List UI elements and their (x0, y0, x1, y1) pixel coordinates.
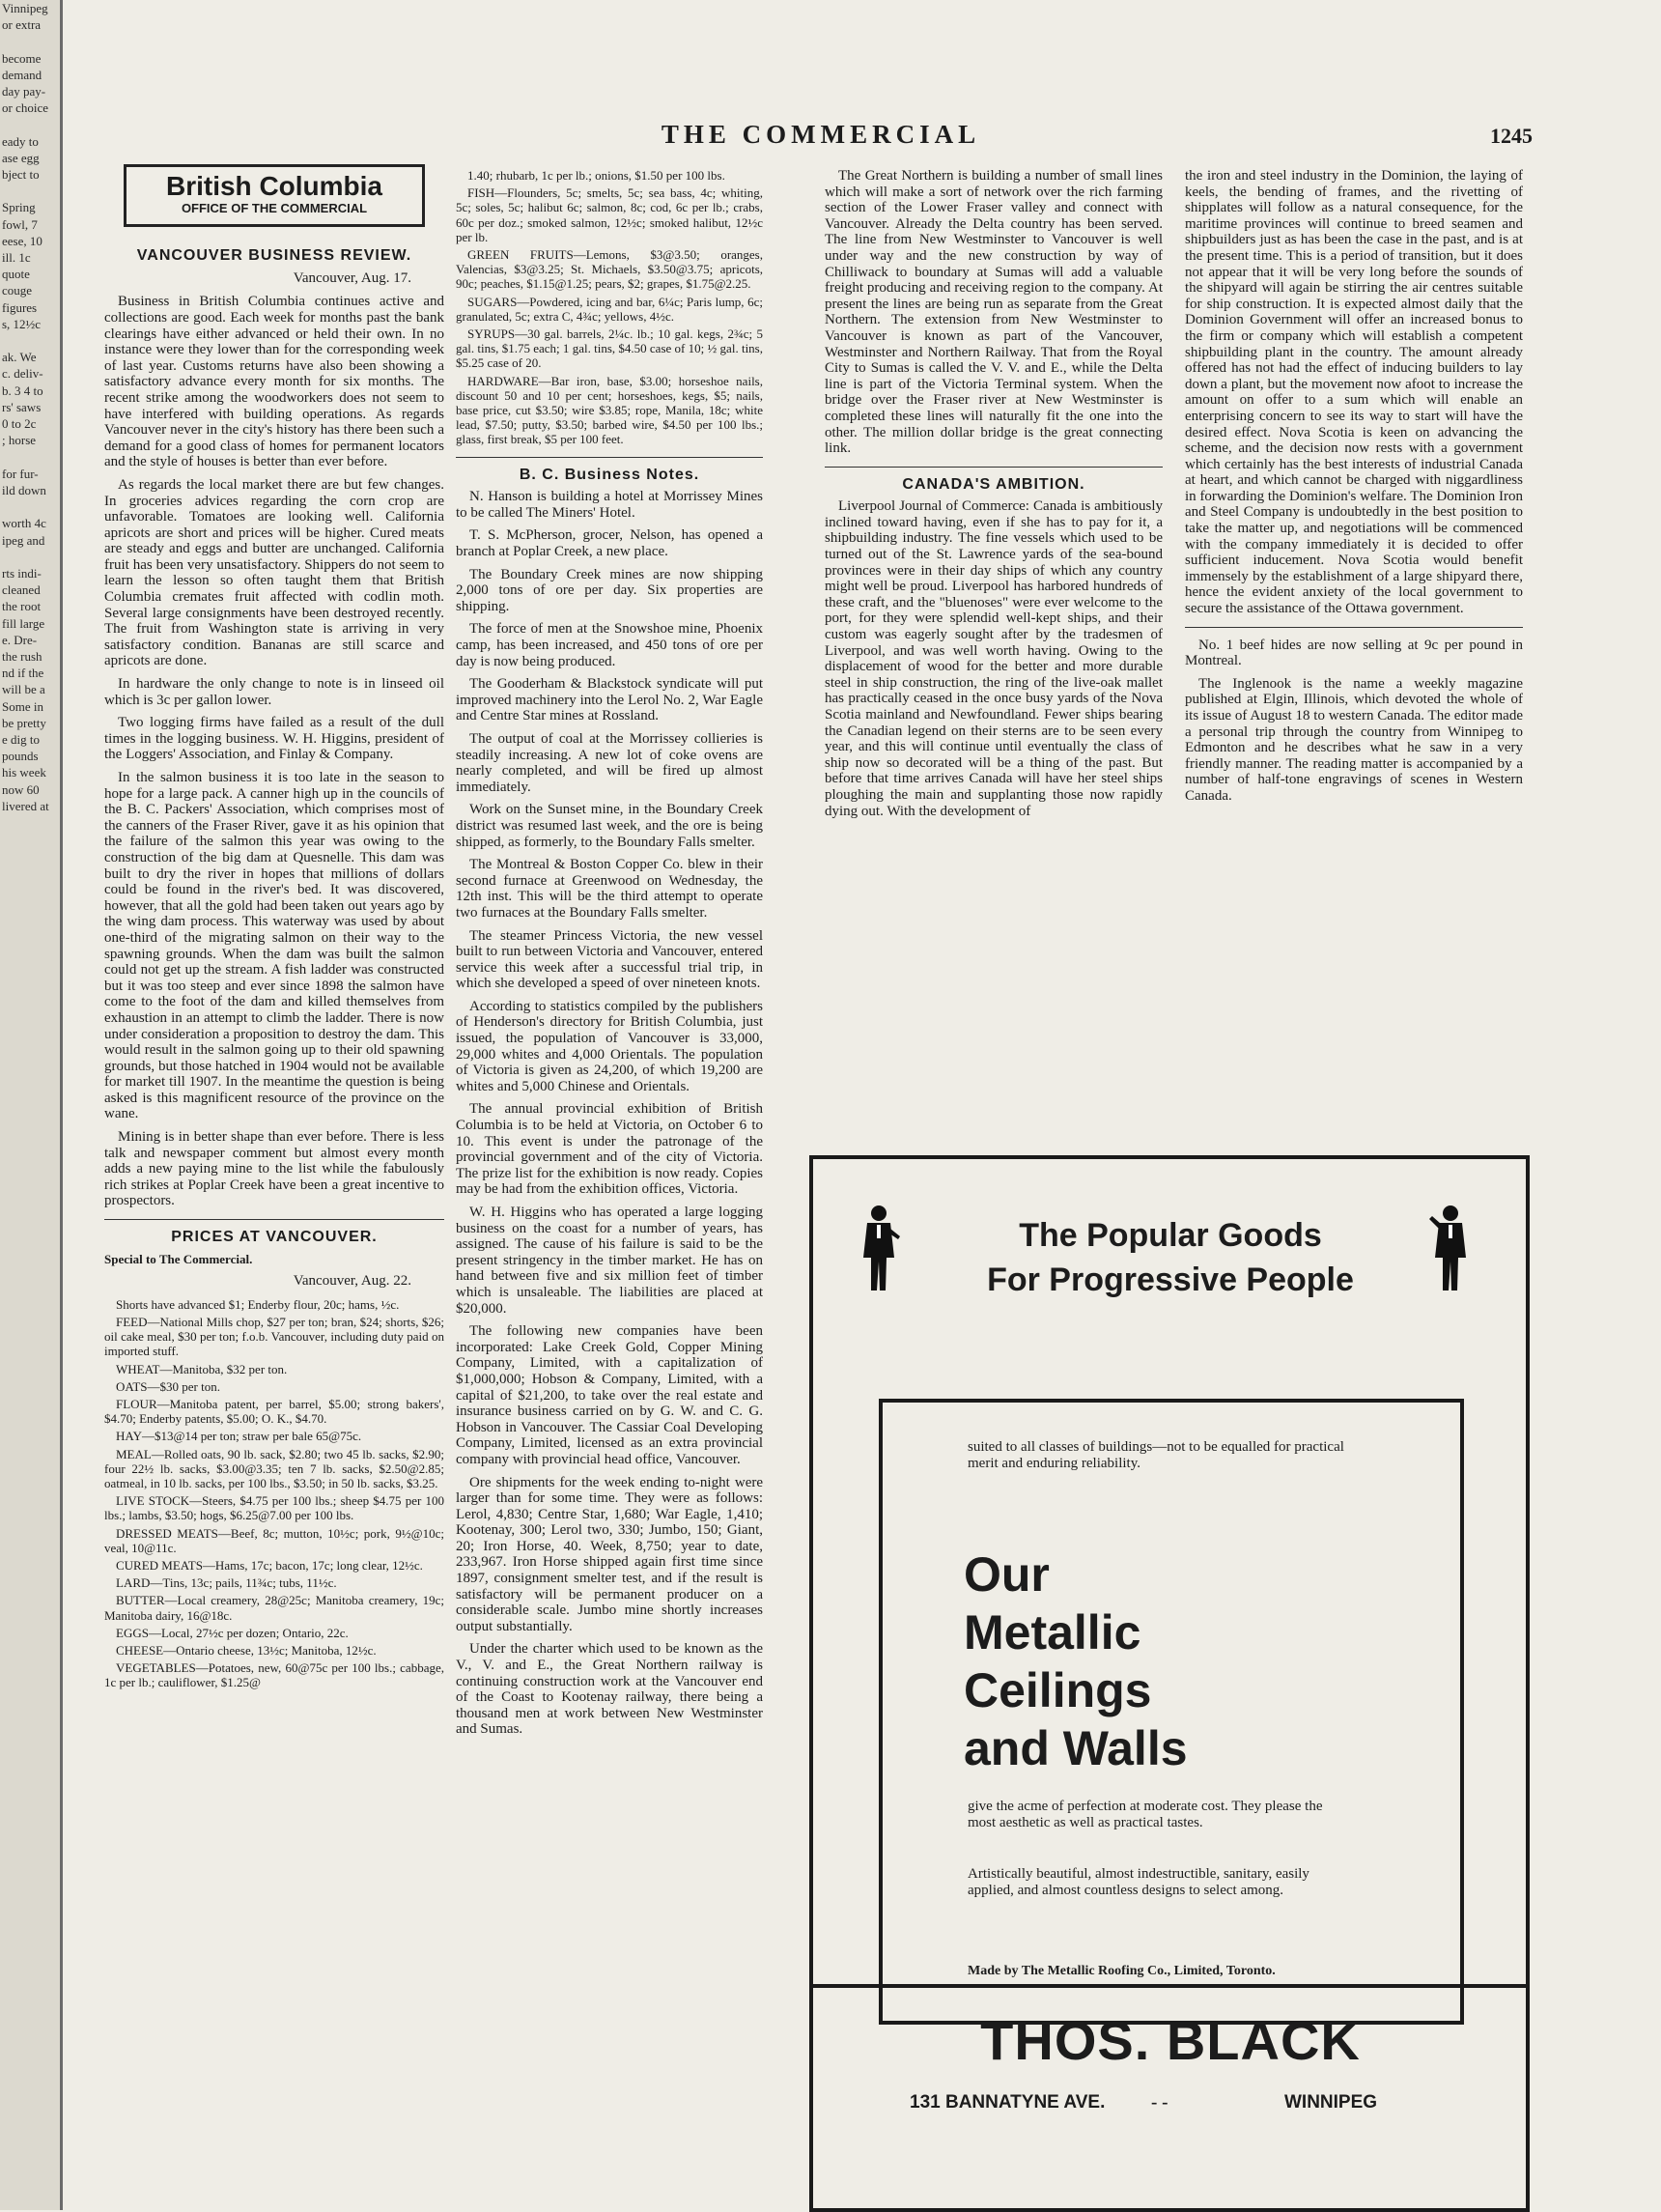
column-2 (456, 168, 763, 1744)
price-item: BUTTER—Local creamery, 28@25c; Manitoba creamery, 19c; Manitoba dairy, 16@18c. (104, 1593, 444, 1623)
business-note: The output of coal at the Morrissey collieries is steadily increasing. A new lot of coke ovens are nearly completed, and will be fired up almost immediately. (456, 730, 763, 795)
gutter-fragment: for fur- (2, 466, 39, 481)
ambition-heading: CANADA'S AMBITION. (902, 475, 1085, 493)
paragraph: Two logging firms have failed as a result of the dull times in the logging business. W. H. Higgins, president of the Loggers' Association, and Finlay & Company. (104, 715, 444, 763)
price-item: FISH—Flounders, 5c; smelts, 5c; sea bass, 4c; whiting, 5c; soles, 5c; halibut 6c; salmon, 8c; cod, 6c per lb.; crabs, 60c per doz.; smoked salmon, 12½c; smoked halibut, 12½c per lb. (456, 185, 763, 244)
business-note: Ore shipments for the week ending to-night were larger than for some time. They were as follows: Lerol, 4,830; Centre Star, 1,680; War Eagle, 1,410; Kootenay, 300; Lerol two, 330; Jumbo, 150; Giant, 20; Iron Horse, 40. Week, 8,750; year to date, 233,967. Iron Horse shipped again first time since 1897, consignment smelter test, and if the result is satisfactory will be permanent producer on a considerable scale. Jumbo mine shortly increases output substantially. (456, 1474, 763, 1634)
ad-big-line: Metallic (964, 1605, 1141, 1659)
business-note: The following new companies have been incorporated: Lake Creek Gold, Copper Mining Company, Limited, with a capitalization of $1,000,000; Hobson & Company, Limited, with a capital of $21,200, to take over the real estate and insurance business carried on by G. W. and C. G. Hobson in Vancouver. The Cassiar Coal Developing Company, Limited, licensed as an extra provincial company with provincial head office, Vancouver. (456, 1323, 763, 1467)
price-item: HARDWARE—Bar iron, base, $3.00; horseshoe nails, discount 50 and 10 per cent; horseshoes, kegs, $5; nails, base price, cut $3.50; wire $3.85; rope, Manila, 18c; white lead, $7.50; putty, $3.50; barbed wire, $4.50 per 100 lbs.; glass, first break, $5 per 100 feet. (456, 373, 763, 447)
gutter-fragment: ill. 1c (2, 250, 31, 266)
gutter-fragment: ; horse (2, 433, 37, 448)
paragraph: Liverpool Journal of Commerce: Canada is ambitiously inclined toward having, even if she has to pay for it, a shipbuilding industry. The fine vessels which used to be turned out of the St. Lawrence yards of the sea-bound provinces were in their day ships of which any country might well be proud. Liverpool has harbored hundreds of these craft, and the "bluenoses" were ever welcome to the port, for they were splendid well-kept ships, and their custom was eagerly sought after by the tradesmen of Liverpool, and was well worth having. Owing to the displacement of wood for the better and more durable steel in ship construction, the ring of the live-oak mallet has practically ceased in the once busy yards of the Nova Scotia mainland and Newfoundland. Fewer ships bearing the Canadian legend on their sterns are to be seen every year, and this will continue until eventually the class of ship now so decorated will be a thing of the past. But before that time arrives Canada will have her steel ships ploughing the main and supplanting those now rapidly dying out. With the development of (825, 498, 1163, 819)
agent-city: WINNIPEG (1284, 2092, 1378, 2113)
price-list-continued (456, 168, 763, 447)
paragraph: As regards the local market there are but few changes. In groceries advices regarding the corn crop are unfavorable. Tomatoes are looking well. California apricots are short and prices will be higher. Cured meats are steady and eggs and butter are unchanged. California fruit has been very unsatisfactory. Shippers do not seem to learn the lesson so often taught them that British Columbia cremates fruit affected with codlin moth. Several large consignments have been destroyed recently. The fruit from Washington state is arriving in very satisfactory condition. Bananas are still scarce and apricots are done. (104, 476, 444, 669)
gutter-fragment: his week (2, 765, 46, 780)
notes-heading: B. C. Business Notes. (519, 466, 700, 483)
gutter-fragment: will be a (2, 682, 45, 697)
ad-big-lines (964, 1546, 1188, 1777)
short-item: No. 1 beef hides are now selling at 9c per pound in Montreal. (1185, 637, 1523, 669)
price-item: HAY—$13@14 per ton; straw per bale 65@75c. (116, 1429, 362, 1444)
gentleman-left-icon (858, 1204, 900, 1292)
business-note: N. Hanson is building a hotel at Morrissey Mines to be called The Miners' Hotel. (456, 489, 763, 521)
gutter-fragment: Vinnipeg (2, 1, 48, 15)
short-items (1185, 638, 1523, 805)
british-columbia-box (124, 164, 425, 227)
paragraph: In the salmon business it is too late in the season to hope for a large pack. A canner high up in the councils of the B. C. Packers' Association, which comprises most of the canners of the Fraser River, gave it as his opinion that the failure of the salmon this year was owing to the construction of the big dam at Quesnelle. This dam was built to dry the river in hopes that millions of dollars could be found in the river's bed. It was discovered, however, that all the gold had been taken out years ago by the wing dam process. This waterway was used by about one-third of the migrating salmon on their way to the spawning grounds. When the dam was built the salmon could not get up the stream. A fish ladder was constructed but it was too steep and ever since 1898 the salmon have come to the foot of the dam and killed themselves from exhaustion in an attempt to climb the ladder. There is now under consideration a proposition to destroy the dam. This would result in the salmon going up to their old spawning grounds, but those hatched in 1904 would not be available for market till 1907. In the meantime the question is being asked is this magnificent resource of the province on the wane. (104, 770, 444, 1122)
business-note: W. H. Higgins who has operated a large logging business on the coast for a number of years, has assigned. The cause of his failure is said to be the present stringency in the timber market. He has on hand between five and six million feet of timber which is unsaleable. The liabilities are placed at $20,000. (456, 1205, 763, 1317)
price-item: SUGARS—Powdered, icing and bar, 6¼c; Paris lump, 6c; granulated, 5c; extra C, 4¾c; yellows, 4½c. (456, 294, 763, 324)
price-item: LIVE STOCK—Steers, $4.75 per 100 lbs.; sheep $4.75 per 100 lbs.; lambs, $3.50; hogs, $6.25@7.00 per 100 lbs. (104, 1493, 444, 1523)
gutter-fragment: e. Dre- (2, 632, 38, 647)
gutter-fragment: now 60 (2, 781, 40, 797)
gutter-fragment: the root (2, 599, 42, 614)
gutter-fragment: worth 4c (2, 516, 46, 531)
ambition-article-continued (1185, 168, 1523, 617)
business-note: T. S. McPherson, grocer, Nelson, has opened a branch at Poplar Creek, a new place. (456, 527, 763, 560)
ad-intro: suited to all classes of buildings—not to be equalled for practical merit and enduring reliability. (968, 1439, 1344, 1471)
column-1 (104, 155, 444, 1693)
agent-address: 131 BANNATYNE AVE. (910, 2092, 1106, 2113)
gutter-fragment: b. 3 4 to (2, 383, 43, 398)
gutter-fragment: eady to (2, 133, 39, 149)
gentleman-right-icon (1429, 1204, 1472, 1292)
price-item: SYRUPS—30 gal. barrels, 2¼c. lb.; 10 gal. kegs, 2¾c; 5 gal. tins, $1.75 each; 1 gal. tins, $4.50 case of 10; ½ gal. tins, $5.25 case of 20. (456, 326, 763, 371)
gutter-fragment: figures (2, 299, 38, 315)
paragraph: In hardware the only change to note is in linseed oil which is 3c per gallon lower. (104, 676, 444, 708)
gutter-fragment: couge (2, 283, 33, 298)
agent-name: THOS. BLACK (980, 2010, 1361, 2071)
business-note: The steamer Princess Victoria, the new vessel built to run between Victoria and Vancouver, entered service this week after a successful trial trip, in which she developed a speed of over nineteen knots. (456, 927, 763, 992)
gutter-fragment: ipeg and (2, 532, 45, 548)
divider (1185, 627, 1523, 628)
ambition-article (825, 498, 1163, 819)
gutter-fragment: e dig to (2, 731, 40, 747)
price-item: VEGETABLES—Potatoes, new, 60@75c per 100 lbs.; cabbage, 1c per lb.; cauliflower, $1.25@ (104, 1660, 444, 1690)
gutter-fragment: be pretty (2, 715, 46, 730)
price-item: MEAL—Rolled oats, 90 lb. sack, $2.80; two 45 lb. sacks, $2.90; four 22½ lb. sacks, $3.00@3.35; ten 7 lb. sacks, $2.50@2.85; oatmeal, in 10 lb. sacks, per 100 lbs., $3.50; in 50 lb. sacks, $3.25. (104, 1446, 444, 1491)
gutter-fragment: demand (2, 67, 42, 82)
ad-body-2: Artistically beautiful, almost indestructible, sanitary, easily applied, and almost countless designs to select among. (968, 1866, 1309, 1898)
gutter-fragment: become (2, 50, 42, 66)
box-title: British Columbia (165, 171, 382, 201)
price-item: WHEAT—Manitoba, $32 per ton. (116, 1361, 288, 1376)
gutter-fragment: eese, 10 (2, 233, 42, 248)
gutter-fragment: ak. We (2, 350, 37, 365)
paragraph: The Great Northern is building a number of small lines which will make a sort of network over the rich farming section of the Lower Fraser valley and connect with Vancouver. Already the Delta country has been served. The line from New Westminster to Vancouver is well under way and the new construction by way of Chilliwack to boundary at Sumas will add a valuable freight producing and receiving region to the company. At present the lines are being run as separate from the Great Northern. The extension from New Westminster to Vancouver is known as part of the Vancouver, Westminster and Northern Railway. That from the Royal City to Sumas is called the V. V. and E., while the Delta line is part of the Victoria Terminal system. When the bridge over the Fraser river at New Westminster is completed these lines will naturally fit the one into the other. The million dollar bridge is the great connecting link. (825, 168, 1163, 457)
ad-maker: Made by The Metallic Roofing Co., Limited, Toronto. (968, 1964, 1276, 1978)
ad-separator (813, 1984, 1526, 1988)
running-title: THE COMMERCIAL (661, 120, 981, 149)
adjacent-page-gutter (0, 0, 63, 2210)
gutter-fragment: c. deliv- (2, 366, 43, 382)
gutter-fragment: pounds (2, 749, 39, 764)
page-number: 1245 (1490, 124, 1533, 148)
price-item: GREEN FRUITS—Lemons, $3@3.50; oranges, Valencias, $3@3.25; St. Michaels, $3.50@3.75; apricots, 90c; peaches, $1.15@1.25; pears, $2; grapes, $1.75@2.25. (456, 247, 763, 292)
gutter-fragment: ild down (2, 482, 46, 497)
gutter-fragment: livered at (2, 798, 49, 813)
agent-separator: - - (1151, 2092, 1168, 2113)
gutter-fragment: rts indi- (2, 565, 42, 581)
price-item: FLOUR—Manitoba patent, per barrel, $5.00; strong bakers', $4.70; Enderby patents, $5.00; O. K., $4.70. (104, 1397, 444, 1427)
gutter-fragment: Some in (2, 698, 43, 714)
gutter-fragment (0, 448, 60, 465)
gutter-fragment: the rush (2, 648, 42, 664)
paragraph: Mining is in better shape than ever before. There is less talk and newspaper comment but almost every month adds a new paying mine to the list while the fabulously rich strikes at Poplar Creek have been a great incentive to prospectors. (104, 1129, 444, 1209)
gutter-fragment (0, 33, 60, 49)
gutter-fragment: fill large (2, 615, 45, 631)
metallic-ceilings-advertisement (809, 1155, 1530, 2212)
ad-headline-line2: For Progressive People (987, 1262, 1354, 1298)
ad-body-1: give the acme of perfection at moderate cost. They please the most aesthetic as well as practical tastes. (968, 1799, 1323, 1830)
gutter-fragment (0, 332, 60, 349)
gutter-fragment (0, 116, 60, 132)
ad-big-line: Ceilings (964, 1663, 1152, 1717)
business-note: Under the charter which used to be known as the V., V. and E., the Great Northern railway is continuing construction work at the Vancouver end of the Coast to Kootenay railway, there being a thousand men at work between New Westminster and Sumas. (456, 1641, 763, 1738)
divider (825, 467, 1163, 468)
business-note: The Gooderham & Blackstock syndicate will put improved machinery into the Lerol No. 2, War Eagle and Centre Star mines at Rossland. (456, 676, 763, 724)
gutter-fragment (0, 549, 60, 565)
ad-inner-box (879, 1399, 1464, 2025)
ad-headline-line1: The Popular Goods (1019, 1217, 1322, 1254)
gutter-fragment: quote (2, 267, 30, 282)
gutter-fragment: fowl, 7 (2, 216, 38, 232)
paragraph: Business in British Columbia continues active and collections are good. Each week for months past the bank clearings have either advanced or held their own. In no instance were they lower than for the corresponding week of last year. Customs returns have also been showing a satisfactory advance every month for six months. The recent strike among the woodworkers does not seem to have interfered with building operations. As regards Vancouver never in the city's history has there been such a demand for a good class of homes for permanent locators and the style of houses is better than ever before. (104, 294, 444, 470)
gutter-fragment (0, 498, 60, 515)
business-note: The Boundary Creek mines are now shipping 2,000 tons of ore per day. Six properties are shipping. (456, 566, 763, 614)
price-list (104, 1297, 444, 1690)
column-3 (825, 168, 1163, 826)
paragraph: the iron and steel industry in the Dominion, the laying of keels, the bending of frames, and the rivetting of shipplates will follow as a natural consequence, for the maritime provinces will continue to breed seamen and shipbuilders just as has been the case in the past, and is at the present time. This is a period of transition, but it does not appear that it will be very long before the sounds of the shipyard will again be stirring the air centres suitable for ship construction. It is expected almost daily that the Dominion Government will offer an increased bonus to the firm or company which will establish a competent shipbuilding plant in the country. The amount already offered has not had the effect of inducing builders to lay down a plant, but the movement now afoot to increase the amount on offer to a sum which will enable an enterprising concern to see its way to start will have the desired effect. Nova Scotia is keen on advancing the scheme, and the decision now rests with a government which certainly has the best interests of industrial Canada at heart, and which cannot be charged with niggardliness in forwarding the Dominion's welfare. The Dominion Iron and Steel Company is undoubtedly in the best position to take the matter up, and negotiations will be commenced with the company immediately it is decided to offer sufficient inducement. Nova Scotia would benefit immensely by the establishment of a large shipyard there, hence the evident anxiety of the local government to secure the assistance of the Ottawa government. (1185, 168, 1523, 617)
gutter-fragment: cleaned (2, 582, 41, 598)
great-northern-article (825, 168, 1163, 457)
gutter-fragment: bject to (2, 167, 40, 183)
prices-special: Special to The Commercial. (104, 1251, 253, 1266)
column-4 (1185, 168, 1523, 811)
business-note: The force of men at the Snowshoe mine, Phoenix camp, has been increased, and 450 tons of ore per day is now being produced. (456, 621, 763, 669)
prices-heading: PRICES AT VANCOUVER. (171, 1229, 378, 1246)
prices-dateline: Vancouver, Aug. 22. (293, 1273, 411, 1290)
ad-header (813, 1159, 1526, 1325)
gutter-fragment (0, 183, 60, 199)
price-item: DRESSED MEATS—Beef, 8c; mutton, 10½c; pork, 9½@10c; veal, 10@11c. (104, 1525, 444, 1555)
price-item: OATS—$30 per ton. (116, 1378, 220, 1394)
short-item: The Inglenook is the name a weekly magazine published at Elgin, Illinois, which devoted the whole of its issue of August 18 to western Canada. The editor made a personal trip through the country from Winnipeg to Edmonton and he describes what he saw in a very friendly manner. The reading matter is accompanied by a number of half-tone engravings of scenes in Western Canada. (1185, 675, 1523, 804)
price-item: Shorts have advanced $1; Enderby flour, 20c; hams, ½c. (116, 1296, 400, 1312)
gutter-fragment: rs' saws (2, 399, 42, 414)
ad-big-line: Our (964, 1547, 1050, 1602)
business-note: Work on the Sunset mine, in the Boundary Creek district was resumed last week, and the ore is being shipped, as formerly, to the Boundary Falls smelter. (456, 802, 763, 850)
price-item: LARD—Tins, 13c; pails, 11¾c; tubs, 11½c. (116, 1575, 337, 1591)
business-note: The Montreal & Boston Copper Co. blew in their second furnace at Greenwood on Wednesday, the 12th inst. This will be the third attempt to operate two furnaces at the Boundary Falls smelter. (456, 857, 763, 921)
business-notes (456, 489, 763, 1738)
divider (456, 457, 763, 458)
business-note: According to statistics compiled by the publishers of Henderson's directory for British Columbia, just issued, the population of Vancouver is 33,000, 29,000 whites and 4,000 Orientals. The population of Victoria is given as 24,200, of which 19,200 are whites and 5,000 Chinese and Orientals. (456, 998, 763, 1094)
gutter-fragment: 0 to 2c (2, 416, 37, 432)
gutter-fragment: nd if the (2, 666, 44, 681)
business-note: The annual provincial exhibition of British Columbia is to be held at Victoria, on October 6 to 10. This event is under the patronage of the provincial government and of the city of Victoria. The prize list for the exhibition is now ready. Copies may be had from the exhibition offices, Victoria. (456, 1101, 763, 1198)
price-item: CURED MEATS—Hams, 17c; bacon, 17c; long clear, 12½c. (116, 1558, 423, 1574)
price-item: EGGS—Local, 27½c per dozen; Ontario, 22c. (116, 1625, 349, 1640)
gutter-fragment: day pay- (2, 84, 46, 99)
gutter-fragment: ase egg (2, 150, 40, 165)
review-body (104, 294, 444, 1209)
price-item: 1.40; rhubarb, 1c per lb.; onions, $1.50 per 100 lbs. (467, 168, 725, 183)
ad-big-line: and Walls (964, 1721, 1188, 1775)
gutter-fragment: s, 12½c (2, 316, 42, 331)
divider (104, 1219, 444, 1220)
price-item: CHEESE—Ontario cheese, 13½c; Manitoba, 12½c. (116, 1643, 377, 1659)
gutter-fragment: or choice (2, 100, 49, 116)
gutter-fragment: Spring (2, 200, 36, 215)
review-dateline: Vancouver, Aug. 17. (293, 269, 411, 286)
price-item: FEED—National Mills chop, $27 per ton; bran, $24; shorts, $26; oil cake meal, $30 per ton; f.o.b. Vancouver, including duty paid on imported stuff. (104, 1315, 444, 1359)
gutter-fragment: or extra (2, 17, 42, 33)
review-heading: VANCOUVER BUSINESS REVIEW. (136, 247, 412, 265)
box-subtitle: OFFICE OF THE COMMERCIAL (181, 200, 368, 215)
